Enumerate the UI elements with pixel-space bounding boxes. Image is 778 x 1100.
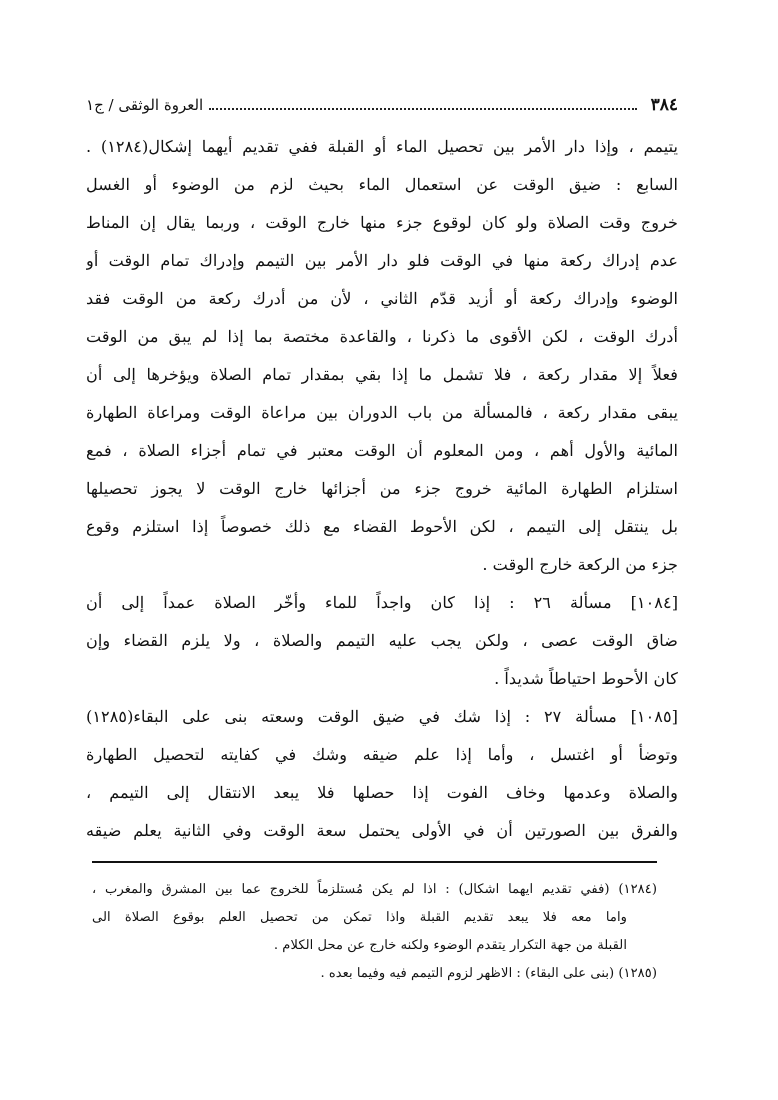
text-line: الوضوء وإدراك ركعة أو أزيد قدّم الثاني ، لأن من أدرك ركعة من الوقت فقد xyxy=(86,289,678,308)
text-line: [١٠٨٥] مسألة ٢٧ : إذا شك في ضيق الوقت وسعته بنى على البقاء(١٢٨٥) xyxy=(86,707,678,726)
text-line: [١٠٨٤] مسألة ٢٦ : إذا كان واجداً للماء وأخّر الصلاة عمداً إلى أن xyxy=(86,593,678,612)
header-dot-leader xyxy=(209,108,636,110)
footnote-line: واما معه فلا يبعد تقديم القبلة واذا تمكن من تحصيل العلم بوقوع الصلاة الى xyxy=(92,910,627,925)
text-line: كان الأحوط احتياطاً شديداً . xyxy=(494,669,678,688)
page-number: ٣٨٤ xyxy=(650,95,678,115)
main-text xyxy=(86,128,678,850)
footnote-line: (١٢٨٥) (بنى على البقاء) : الاظهر لزوم التيمم فيه وفيما بعده . xyxy=(320,966,657,981)
text-line: ضاق الوقت عصى ، ولكن يجب عليه التيمم والصلاة ، ولا يلزم القضاء وإن xyxy=(86,631,678,650)
text-line: جزء من الركعة خارج الوقت . xyxy=(482,555,678,574)
text-line: أدرك الوقت ، لكن الأقوى ما ذكرنا ، والقاعدة مختصة بما إذا لم يبق من الوقت xyxy=(86,327,678,346)
footnote-line: القبلة من جهة التكرار يتقدم الوضوء ولكنه خارج عن محل الكلام . xyxy=(273,938,627,953)
book-title: العروة الوثقى / ج١ xyxy=(86,96,204,114)
text-line: عدم إدراك ركعة منها في الوقت فلو دار الأمر بين التيمم وإدراك تمام الوقت أو xyxy=(86,251,678,270)
text-line: بل ينتقل إلى التيمم ، لكن الأحوط القضاء مع ذلك خصوصاً إذا استلزم وقوع xyxy=(86,517,678,536)
text-line: المائية والأول أهم ، ومن المعلوم أن الوقت معتبر في تمام أجزاء الصلاة ، فمع xyxy=(86,441,678,460)
text-line: يبقى مقدار ركعة ، فالمسألة من باب الدوران بين مراعاة الوقت ومراعاة الطهارة xyxy=(86,403,678,422)
text-line: خروج وقت الصلاة ولو كان لوقوع جزء منها خارج الوقت ، وربما يقال إن المناط xyxy=(86,213,678,232)
text-line: والصلاة وعدمها وخاف الفوت إذا حصلها فلا يبعد الانتقال إلى التيمم ، xyxy=(86,783,678,802)
running-header xyxy=(86,90,678,120)
text-line: السابع : ضيق الوقت عن استعمال الماء بحيث لزم من الوضوء أو الغسل xyxy=(86,175,678,194)
footnote-separator xyxy=(92,861,657,863)
text-line: وتوضأ أو اغتسل ، وأما إذا علم ضيقه وشك في كفايته لتحصيل الطهارة xyxy=(86,745,678,764)
text-line: فعلاً إلا مقدار ركعة ، فلا تشمل ما إذا بقي بمقدار تمام الصلاة ويؤخرها إلى أن xyxy=(86,365,678,384)
text-line: والفرق بين الصورتين أن في الأولى يحتمل سعة الوقت وفي الثانية يعلم ضيقه xyxy=(86,821,678,840)
text-line: يتيمم ، وإذا دار الأمر بين تحصيل الماء أو القبلة ففي تقديم أيهما إشكال(١٢٨٤) . xyxy=(86,137,678,156)
footnote-line: (١٢٨٤) (ففي تقديم ايهما اشكال) : اذا لم يكن مُستلزماً للخروج عما بين المشرق والمغرب ، xyxy=(92,882,657,897)
text-line: استلزام الطهارة المائية خروج جزء من أجزائها خارج الوقت لا يجوز تحصيلها xyxy=(86,479,678,498)
footnotes xyxy=(92,876,657,988)
